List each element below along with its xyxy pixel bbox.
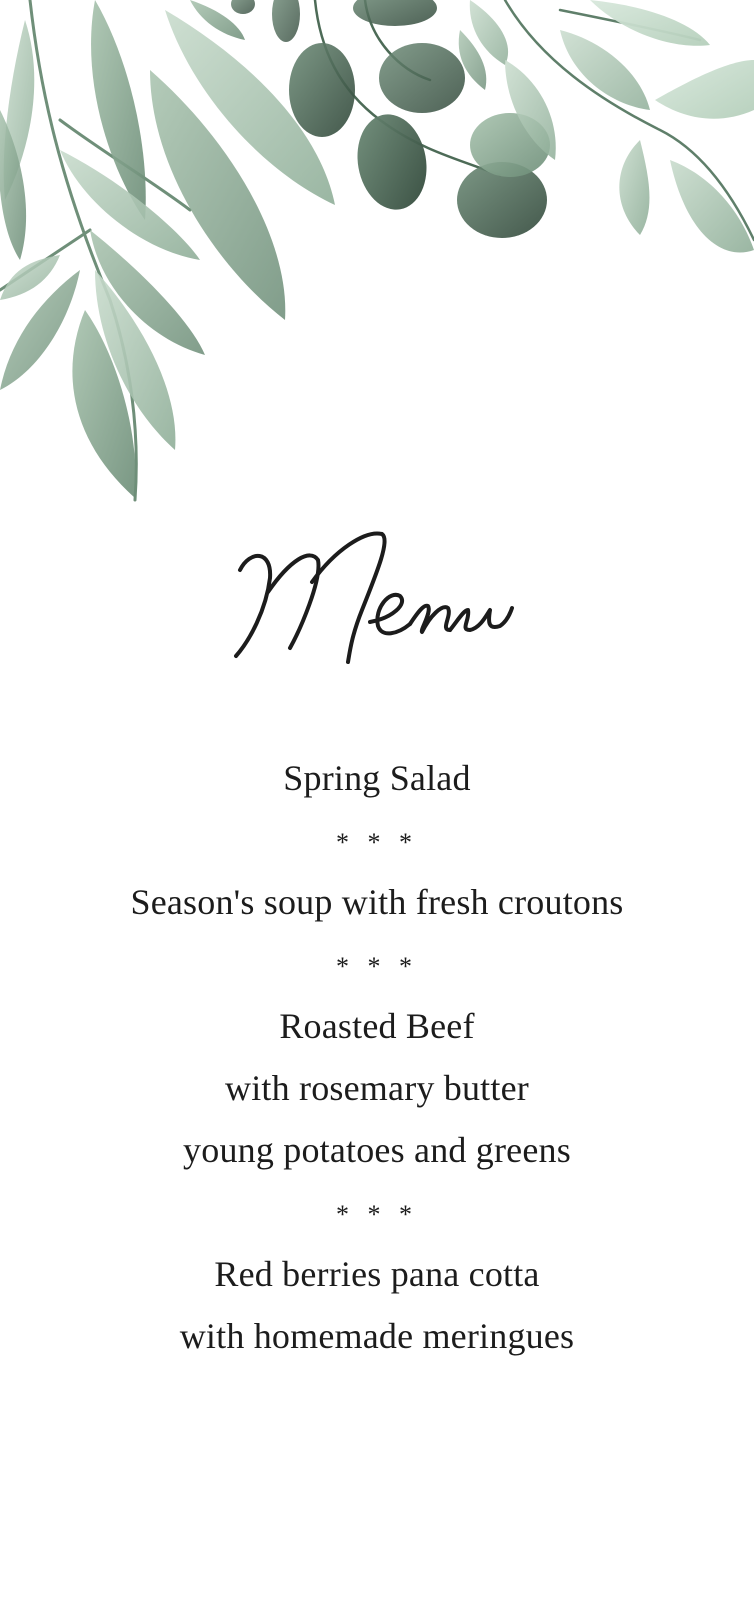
left-leaves [0,0,335,498]
course-soup: Season's soup with fresh croutons [130,882,624,922]
course-main-title: Roasted Beef [279,1006,475,1046]
menu-title-script [0,530,754,680]
course-main-sides: young potatoes and greens [183,1130,571,1170]
course-dessert-detail: with homemade meringues [179,1316,575,1356]
course-dessert-title: Red berries pana cotta [214,1254,540,1294]
menu-title [0,530,754,680]
course-separator: * * * [336,952,418,981]
olive-branch-decoration [0,0,754,520]
course-main-detail: with rosemary butter [225,1068,529,1108]
menu-courses [0,758,754,1378]
course-separator: * * * [336,828,418,857]
course-separator: * * * [336,1200,418,1229]
course-spring-salad: Spring Salad [283,758,471,798]
